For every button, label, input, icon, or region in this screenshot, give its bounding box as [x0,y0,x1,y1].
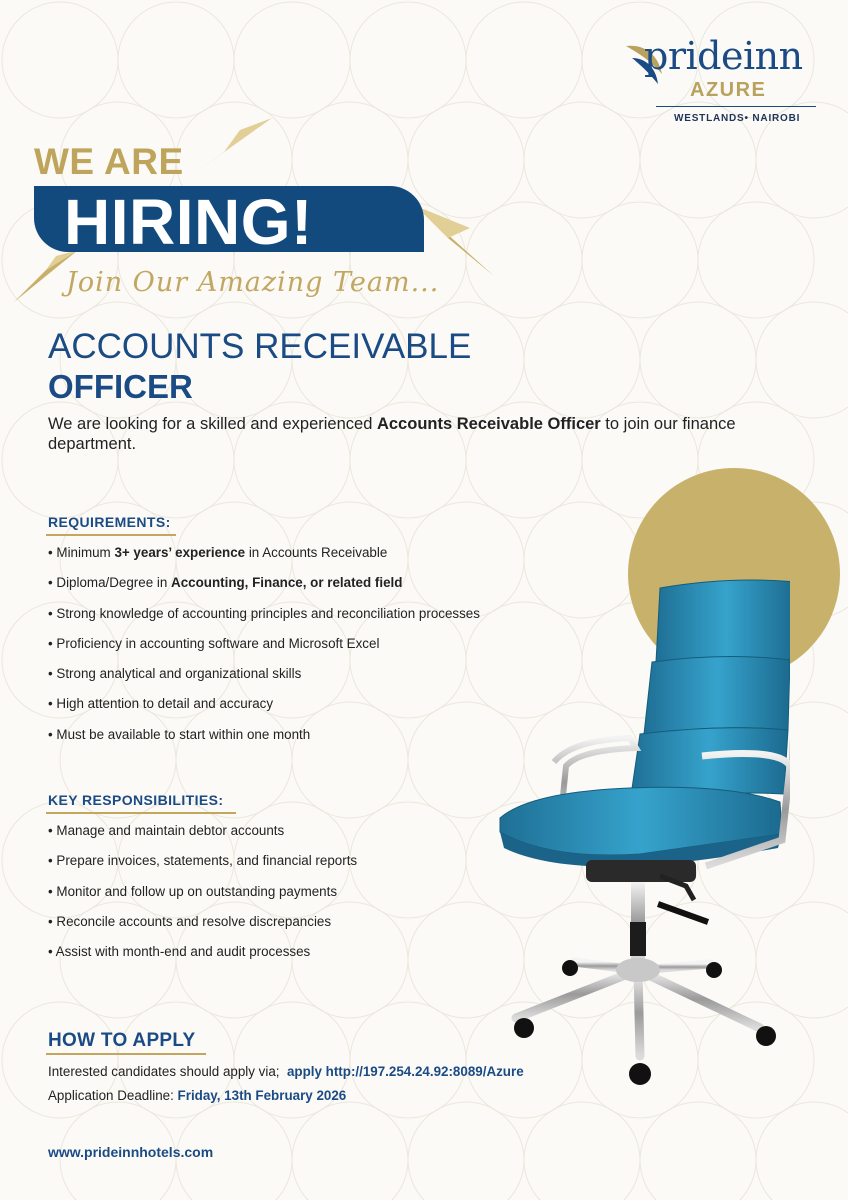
intro-text-end: to join our finance department. [48,415,736,453]
responsibilities-list [48,822,357,973]
tagline: Join Our Amazing Team... [66,267,440,298]
responsibilities-underline [46,812,236,814]
job-intro [48,414,818,454]
intro-text: We are looking for a skilled and experienced [48,415,377,433]
list-item: • High attention to detail and accuracy [48,696,274,712]
list-item: • Strong knowledge of accounting principles and reconciliation processes [48,605,480,621]
we-are-text: WE ARE [34,141,184,182]
job-title-line1: ACCOUNTS RECEIVABLE [48,327,472,366]
brand-name: prideinn [644,34,803,78]
list-item: • Strong analytical and organizational skills [48,666,302,682]
deadline-label: Application Deadline: [48,1088,174,1103]
requirements-list [48,544,480,756]
hiring-text: HIRING! [64,186,313,258]
list-item: • Must be available to start within one month [48,726,311,742]
apply-link[interactable]: apply http://197.254.24.92:8089/Azure [286,1064,524,1079]
list-item: • Reconcile accounts and resolve discrepancies [48,913,332,929]
application-deadline [48,1088,346,1103]
list-item: • Minimum 3+ years’ experience in Accounts Receivable [48,545,388,560]
list-item: • Proficiency in accounting software and Microsoft Excel [48,635,380,651]
responsibilities-heading: KEY RESPONSIBILITIES: [48,792,224,808]
list-item: • Diploma/Degree in Accounting, Finance, or related field [48,575,403,591]
brand-sub: AZURE [690,79,767,101]
list-item: • Assist with month-end and audit processes [48,944,311,960]
how-to-apply-underline [46,1053,206,1055]
intro-role: Accounts Receivable Officer [376,415,601,433]
job-title-line2: OFFICER [48,368,193,405]
list-item: • Monitor and follow up on outstanding payments [48,883,338,899]
deadline-date: Friday, 13th February 2026 [177,1088,347,1103]
apply-text: Interested candidates should apply via; [48,1064,280,1079]
requirements-underline [46,534,176,536]
list-item: • Manage and maintain debtor accounts [48,823,285,838]
brand-location: WESTLANDS• NAIROBI [674,113,801,124]
office-chair-image [490,570,790,1090]
website-link[interactable]: www.prideinnhotels.com [48,1144,214,1160]
requirements-heading: REQUIREMENTS: [48,514,171,530]
how-to-apply-heading: HOW TO APPLY [48,1030,196,1051]
list-item: • Prepare invoices, statements, and financial reports [48,853,358,869]
apply-instructions [48,1064,524,1079]
